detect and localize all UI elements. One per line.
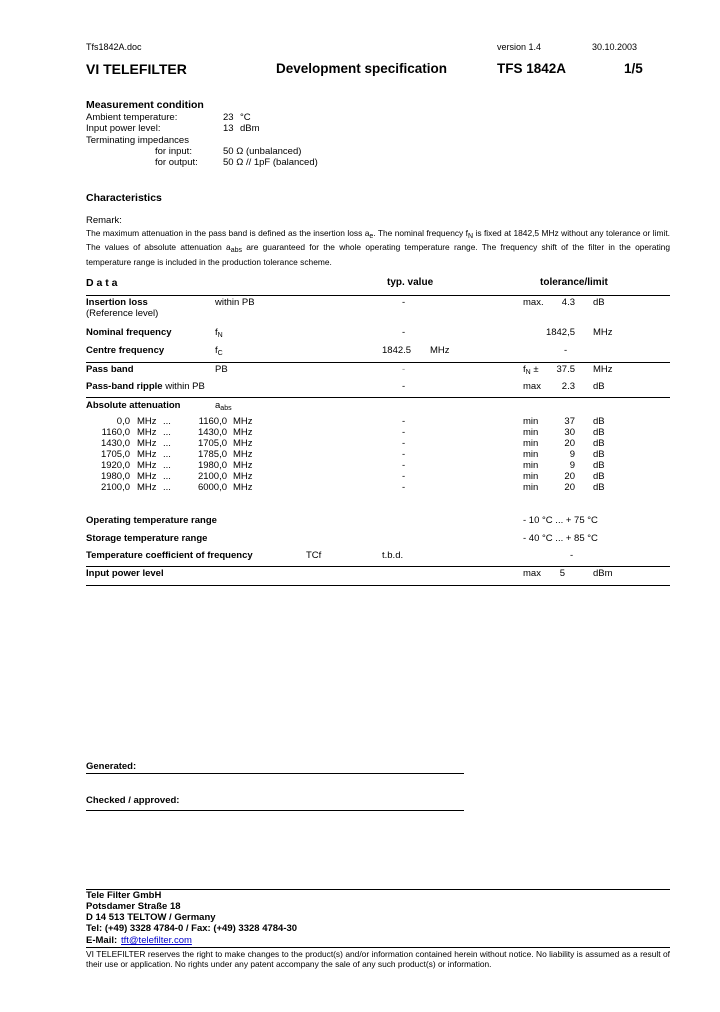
att-dots: ...	[163, 460, 171, 471]
att-from: 1920,0	[100, 460, 130, 471]
att-tol: min	[523, 416, 539, 427]
divider	[86, 566, 670, 567]
nominal-unit: MHz	[593, 327, 613, 338]
att-from: 1705,0	[100, 449, 130, 460]
att-typ: -	[402, 449, 406, 460]
operating-label: Operating temperature range	[86, 515, 217, 526]
ripple-tol: max	[523, 381, 541, 392]
nominal-sym: $f_N$	[215, 327, 223, 339]
page-number: 1/5	[624, 61, 643, 76]
centre-label: Centre frequency	[86, 345, 165, 356]
storage-val: - 40 °C ... + 85 °C	[523, 533, 598, 544]
checked-label: Checked / approved:	[86, 795, 180, 806]
input-value: 50 Ω (unbalanced)	[223, 146, 302, 157]
storage-label: Storage temperature range	[86, 533, 208, 544]
att-val: 20	[564, 482, 575, 493]
passband-tol: $f_N$ ±	[523, 364, 539, 376]
col-typ: typ. value	[387, 277, 434, 288]
passband-cond: PB	[215, 364, 228, 375]
att-to: 2100,0	[197, 471, 227, 482]
att-typ: -	[402, 460, 406, 471]
power-label: Input power level:	[86, 123, 161, 134]
remark-label: Remark:	[86, 215, 122, 226]
nominal-val: 1842,5	[545, 327, 575, 338]
att-unit: dB	[593, 427, 605, 438]
att-unit: dB	[593, 416, 605, 427]
att-from: 0,0	[116, 416, 130, 427]
company-phone: Tel: (+49) 3328 4784-0 / Fax: (+49) 3328 4784-30	[86, 923, 298, 934]
att-from-unit: MHz	[137, 482, 157, 493]
ambient-unit: °C	[240, 112, 251, 123]
absolute-label: Absolute attenuation	[86, 400, 181, 411]
operating-val: - 10 °C ... + 75 °C	[523, 515, 598, 526]
att-to: 6000,0	[197, 482, 227, 493]
ambient-value: 23	[223, 112, 234, 123]
passband-unit: MHz	[593, 364, 613, 375]
passband-val: 37.5	[556, 364, 575, 375]
divider	[86, 362, 670, 363]
att-typ: -	[402, 471, 406, 482]
insertion-typ: -	[402, 297, 406, 308]
att-from: 1980,0	[100, 471, 130, 482]
centre-tol: -	[564, 345, 568, 356]
inpower-tol: max	[523, 568, 541, 579]
nominal-typ: -	[402, 327, 406, 338]
att-from-unit: MHz	[137, 427, 157, 438]
att-dots: ...	[163, 471, 171, 482]
insertion-val: 4.3	[561, 297, 575, 308]
att-tol: min	[523, 471, 539, 482]
input-label: for input:	[155, 146, 192, 157]
generated-label: Generated:	[86, 761, 137, 772]
footer-divider	[86, 889, 670, 890]
insertion-label: Insertion loss	[86, 297, 148, 308]
att-val: 20	[564, 471, 575, 482]
nominal-label: Nominal frequency	[86, 327, 172, 338]
email-label: E-Mail:	[86, 935, 118, 946]
att-to-unit: MHz	[233, 460, 253, 471]
att-val: 37	[564, 416, 575, 427]
measurement-title: Measurement condition	[86, 99, 204, 111]
passband-typ: -	[402, 364, 406, 375]
ripple-val: 2.3	[561, 381, 575, 392]
att-to-unit: MHz	[233, 471, 253, 482]
att-to: 1430,0	[197, 427, 227, 438]
att-dots: ...	[163, 438, 171, 449]
att-val: 30	[564, 427, 575, 438]
power-value: 13	[223, 123, 234, 134]
att-to-unit: MHz	[233, 449, 253, 460]
att-to: 1785,0	[197, 449, 227, 460]
att-unit: dB	[593, 471, 605, 482]
att-from: 1430,0	[100, 438, 130, 449]
company-street: Potsdamer Straße 18	[86, 901, 181, 912]
att-to: 1705,0	[197, 438, 227, 449]
att-unit: dB	[593, 449, 605, 460]
disclaimer: VI TELEFILTER reserves the right to make changes to the product(s) and/or information contained herein without notice. No liability is assumed as a result of their use or application. No rights under any patent accompany the sale of any such product(s) or information.	[86, 949, 670, 970]
filename: Tfs1842A.doc	[86, 42, 142, 52]
att-typ: -	[402, 427, 406, 438]
centre-typ: 1842.5	[382, 345, 412, 356]
divider	[86, 397, 670, 398]
att-from-unit: MHz	[137, 471, 157, 482]
att-to-unit: MHz	[233, 482, 253, 493]
att-dots: ...	[163, 449, 171, 460]
centre-typ-unit: MHz	[430, 345, 450, 356]
output-value: 50 Ω // 1pF (balanced)	[223, 157, 318, 168]
att-typ: -	[402, 438, 406, 449]
att-from: 2100,0	[100, 482, 130, 493]
date: 30.10.2003	[592, 42, 638, 52]
divider	[86, 295, 670, 296]
logo: VI TELEFILTER	[86, 61, 187, 77]
ripple-unit: dB	[593, 381, 605, 392]
characteristics-title: Characteristics	[86, 192, 162, 204]
company-name: Tele Filter GmbH	[86, 890, 162, 901]
insertion-cond: within PB	[215, 297, 255, 308]
checked-signature-line	[86, 810, 464, 811]
att-unit: dB	[593, 460, 605, 471]
att-to: 1160,0	[198, 416, 227, 427]
passband-label: Pass band	[86, 364, 134, 375]
email-link[interactable]: tft@telefilter.com	[121, 935, 192, 946]
att-from-unit: MHz	[137, 449, 157, 460]
att-tol: min	[523, 482, 539, 493]
att-from: 1160,0	[101, 427, 130, 438]
ambient-label: Ambient temperature:	[86, 112, 178, 123]
impedance-label: Terminating impedances	[86, 135, 189, 146]
insertion-unit: dB	[593, 297, 605, 308]
part-number: TFS 1842A	[497, 61, 567, 76]
output-label: for output:	[155, 157, 198, 168]
col-data: D a t a	[86, 277, 118, 289]
att-tol: min	[523, 449, 539, 460]
att-from-unit: MHz	[137, 416, 157, 427]
att-val: 20	[564, 438, 575, 449]
att-unit: dB	[593, 482, 605, 493]
att-from-unit: MHz	[137, 438, 157, 449]
version: version 1.4	[497, 42, 542, 52]
att-to-unit: MHz	[233, 416, 253, 427]
tc-typ: t.b.d.	[382, 550, 404, 561]
absolute-sym: $a_{abs}$	[215, 400, 232, 412]
att-to-unit: MHz	[233, 438, 253, 449]
att-typ: -	[402, 482, 406, 493]
att-dots: ...	[163, 427, 171, 438]
ripple-typ: -	[402, 381, 406, 392]
att-tol: min	[523, 427, 539, 438]
inpower-val: 5	[559, 568, 565, 579]
centre-sym: $f_C$	[215, 345, 223, 357]
att-from-unit: MHz	[137, 460, 157, 471]
divider	[86, 585, 670, 586]
company-city: D 14 513 TELTOW / Germany	[86, 912, 216, 923]
footer-divider	[86, 947, 670, 948]
doc-type: Development specification	[276, 61, 448, 76]
att-val: 9	[569, 460, 575, 471]
att-to-unit: MHz	[233, 427, 253, 438]
ripple-label: Pass-band ripple within PB	[86, 381, 205, 392]
att-val: 9	[569, 449, 575, 460]
att-tol: min	[523, 460, 539, 471]
att-dots: ...	[163, 482, 171, 493]
att-tol: min	[523, 438, 539, 449]
tc-sym: TCf	[306, 550, 322, 561]
tc-label: Temperature coefficient of frequency	[86, 550, 253, 561]
generated-signature-line	[86, 773, 464, 774]
att-dots: ...	[163, 416, 171, 427]
insertion-tol: max.	[523, 297, 544, 308]
inpower-unit: dBm	[593, 568, 613, 579]
insertion-sub: (Reference level)	[86, 308, 159, 319]
power-unit: dBm	[240, 123, 260, 134]
att-typ: -	[402, 416, 406, 427]
att-unit: dB	[593, 438, 605, 449]
att-to: 1980,0	[197, 460, 227, 471]
inpower-label: Input power level	[86, 568, 164, 579]
tc-tol: -	[570, 550, 574, 561]
col-tolerance: tolerance/limit	[540, 277, 608, 288]
remark-text: The maximum attenuation in the pass band is defined as the insertion loss $a_e$. The nominal frequency $f_N$ is fixed at 1842,5 MHz without any tolerance or limit. The values of absolute attenuation $a_{abs}$ are guaranteed for the whole operating temperature range. The frequency shift of the filter in the operating temperature range is included in the production tolerance scheme.	[86, 228, 670, 267]
